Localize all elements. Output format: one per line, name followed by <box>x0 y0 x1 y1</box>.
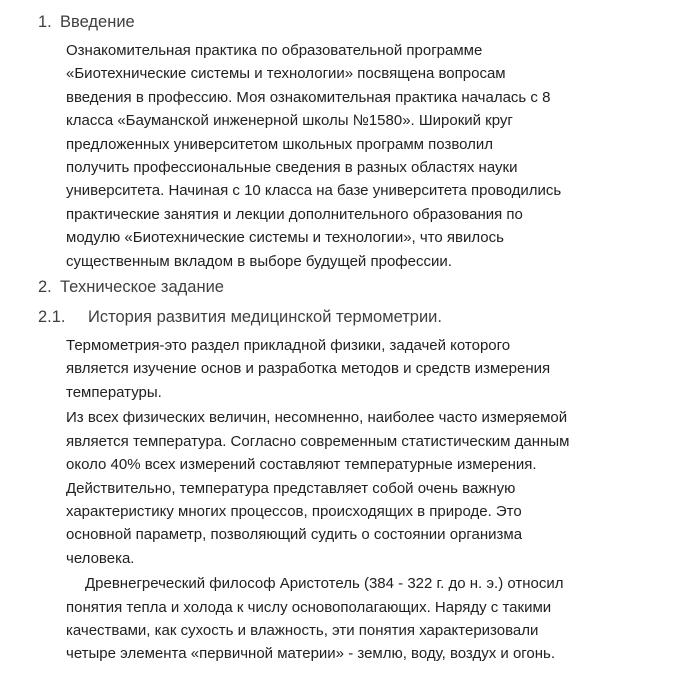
heading-number: 2.1. <box>38 308 66 327</box>
heading-number: 2. <box>38 278 52 297</box>
text-line: человека. <box>66 549 135 567</box>
paragraph <box>66 572 648 666</box>
text-line: модулю «Биотехнические системы и технологии», что явилось <box>66 229 504 247</box>
text-line: четыре элемента «первичной материи» - землю, воду, воздух и огонь. <box>66 645 556 663</box>
text-line: является изучение основ и разработка методов и средств измерения <box>66 360 551 378</box>
heading-2-1 <box>38 305 648 330</box>
text-line: «Биотехнические системы и технологии» посвящена вопросам <box>66 65 506 83</box>
text-line: около 40% всех измерений составляют температурные измерения. <box>66 456 537 474</box>
text-line: введения в профессию. Моя ознакомительная практика началась с 8 <box>66 88 551 106</box>
text-line: существенным вкладом в выборе будущей профессии. <box>66 252 452 270</box>
text-line: является температура. Согласно современным статистическим данным <box>66 432 570 450</box>
heading-2 <box>38 275 648 300</box>
text-line: характеристику многих процессов, происходящих в природе. Это <box>66 502 522 520</box>
text-line: качествами, как сухость и влажность, эти понятия характеризовали <box>66 621 539 639</box>
text-line: температуры. <box>66 383 162 401</box>
paragraph <box>66 406 648 570</box>
text-line: Термометрия-это раздел прикладной физики, задачей которого <box>66 337 511 355</box>
text-line: Древнегреческий философ Аристотель (384 - 322 г. до н. э.) относил <box>85 575 564 593</box>
heading-1 <box>38 10 648 35</box>
heading-title: История развития медицинской термометрии. <box>88 308 442 327</box>
paragraph <box>66 39 648 273</box>
heading-title: Введение <box>60 13 135 31</box>
text-line: Из всех физических величин, несомненно, наиболее часто измеряемой <box>66 409 568 427</box>
heading-title: Техническое задание <box>60 278 224 297</box>
text-line: понятия тепла и холода к числу основополагающих. Наряду с такими <box>66 598 552 616</box>
text-line: практические занятия и лекции дополнительного образования по <box>66 205 523 223</box>
text-line: предложенных университетом школьных программ позволил <box>66 135 494 153</box>
text-line: Ознакомительная практика по образовательной программе <box>66 42 483 59</box>
text-line: университета. Начиная с 10 класса на базе университета проводились <box>66 182 562 200</box>
text-line: Действительно, температура представляет собой очень важную <box>66 479 516 497</box>
text-line: класса «Бауманской инженерной школы №1580». Широкий круг <box>66 112 513 130</box>
text-line: получить профессиональные сведения в разных областях науки <box>66 159 518 177</box>
heading-number: 1. <box>38 13 52 31</box>
text-line: основной параметр, позволяющий судить о состоянии организма <box>66 526 523 544</box>
paragraph <box>66 334 648 404</box>
